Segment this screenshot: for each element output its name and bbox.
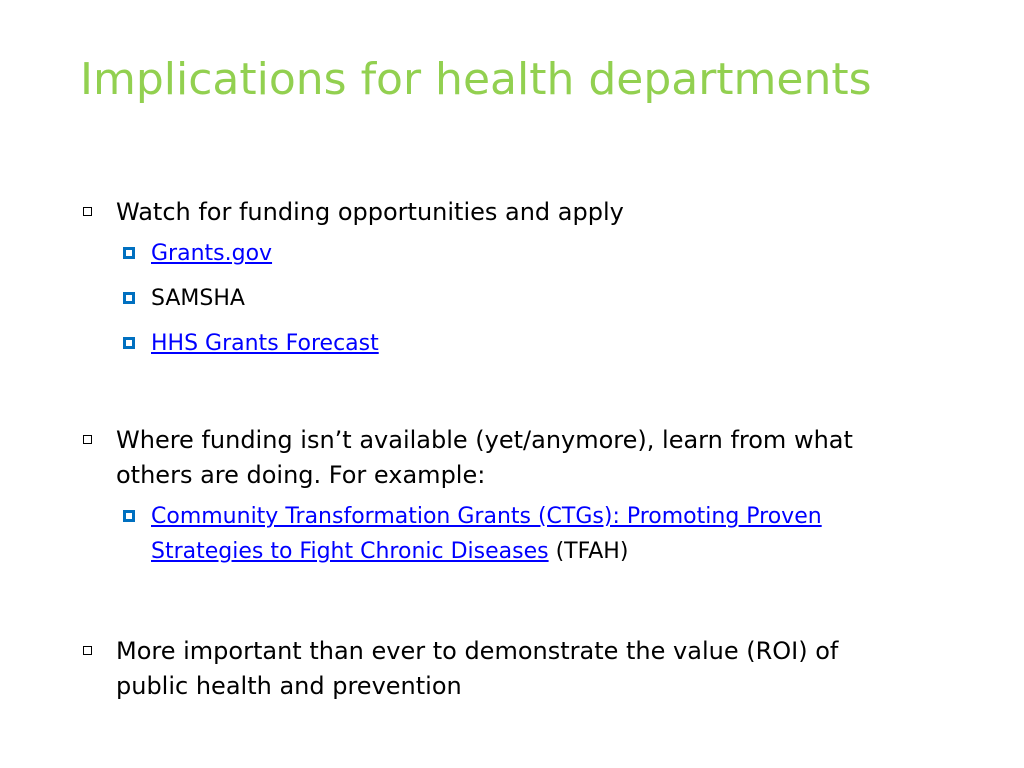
- bullet-text-line2: public health and prevention: [116, 672, 462, 700]
- ctg-report-link-line2[interactable]: Strategies to Fight Chronic Diseases: [151, 539, 549, 564]
- bullet-group-roi: [0, 634, 1024, 704]
- hollow-square-bullet-icon: [83, 435, 92, 444]
- sub-bullet-hhs-forecast: [0, 326, 981, 361]
- slide-title: Implications for health departments: [80, 54, 872, 105]
- samsha-text: SAMSHA: [151, 286, 245, 311]
- sub-bullet-ctg: [0, 499, 981, 569]
- tfah-source-text: (TFAH): [548, 539, 629, 564]
- bullet-text-line2: others are doing. For example:: [116, 461, 486, 489]
- square-bullet-icon: [123, 247, 135, 259]
- hhs-grants-forecast-link[interactable]: HHS Grants Forecast: [151, 331, 379, 356]
- bullet-group-funding: [0, 195, 1024, 361]
- ctg-report-link-line1[interactable]: Community Transformation Grants (CTGs): Promoting Proven: [151, 504, 822, 529]
- square-bullet-icon: [123, 510, 135, 522]
- bullet-item-funding: [0, 195, 976, 230]
- bullet-text: Watch for funding opportunities and apply: [116, 198, 624, 226]
- sub-bullet-samsha: [0, 281, 981, 316]
- bullet-item-roi: [0, 634, 976, 704]
- bullet-text-line1: More important than ever to demonstrate the value (ROI) of: [116, 637, 839, 665]
- grants-gov-link[interactable]: Grants.gov: [151, 241, 273, 266]
- bullet-group-learn: [0, 423, 1024, 569]
- square-bullet-icon: [123, 292, 135, 304]
- hollow-square-bullet-icon: [83, 646, 92, 655]
- hollow-square-bullet-icon: [83, 207, 92, 216]
- bullet-item-learn: [0, 423, 976, 493]
- square-bullet-icon: [123, 337, 135, 349]
- bullet-text-line1: Where funding isn’t available (yet/anymore), learn from what: [116, 426, 853, 454]
- sub-bullet-grants-gov: [0, 236, 981, 271]
